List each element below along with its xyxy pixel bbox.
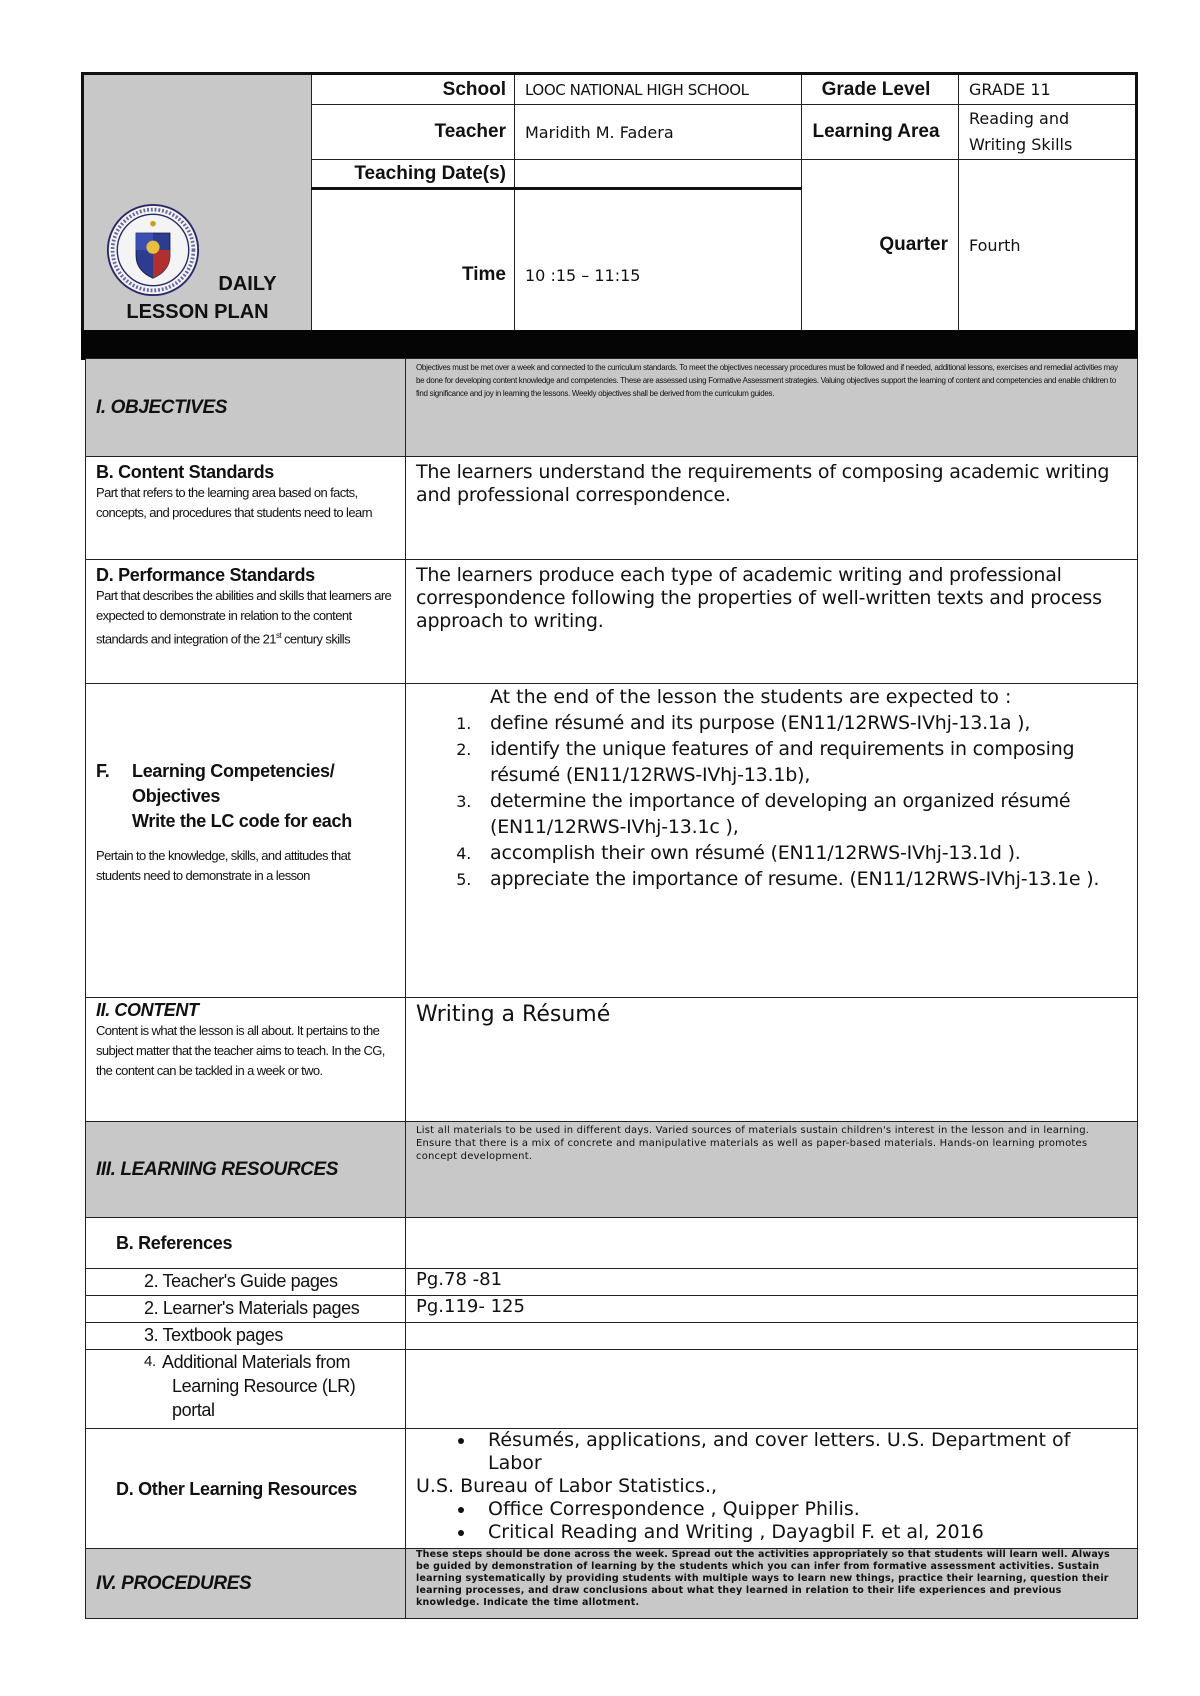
competency-item: 1. define résumé and its purpose (EN11/12RWS-IVhj-13.1a ), <box>476 710 1127 736</box>
content-row <box>86 998 1138 1122</box>
other-resources-title: D. Other Learning Resources <box>116 1478 357 1499</box>
competencies-prefix: F. <box>96 761 110 781</box>
competency-item: 4. accomplish their own résumé (EN11/12RWS-IVhj-13.1d ). <box>476 840 1127 866</box>
competencies-row <box>86 684 1138 998</box>
references-title: B. References <box>116 1233 233 1253</box>
content-standards-label-cell <box>86 457 406 560</box>
references-row <box>86 1218 1138 1269</box>
learning-area-line1: Reading and <box>969 109 1070 128</box>
competencies-list <box>416 710 1127 892</box>
procedures-label-cell <box>86 1549 406 1619</box>
additional-line3: portal <box>172 1400 215 1420</box>
procedures-note-cell <box>406 1549 1138 1619</box>
learning-area-line2: Writing Skills <box>969 135 1073 154</box>
textbook-label: 3. Textbook pages <box>144 1325 283 1345</box>
logo-cell <box>83 74 312 332</box>
content-value-cell <box>406 998 1138 1122</box>
other-resource-plain: U.S. Bureau of Labor Statistics., <box>416 1475 718 1497</box>
learners-materials-label: 2. Learner's Materials pages <box>144 1298 360 1318</box>
additional-materials-label-cell <box>86 1350 406 1429</box>
objectives-row <box>86 359 1138 457</box>
competencies-intro: At the end of the lesson the students are expected to : <box>490 686 1012 708</box>
competencies-label-cell <box>86 684 406 998</box>
performance-standards-row <box>86 560 1138 684</box>
additional-materials-num: 4. <box>144 1353 156 1370</box>
teacher-label: Teacher <box>312 105 515 160</box>
objectives-label-cell <box>86 359 406 457</box>
content-standards-title: B. Content Standards <box>96 462 275 482</box>
black-divider-bar <box>81 330 1138 360</box>
teaching-dates-label: Teaching Date(s) <box>312 160 515 189</box>
learning-area-value <box>959 105 1137 160</box>
additional-line2: Learning Resource (LR) <box>172 1376 356 1396</box>
performance-desc-sup: st <box>275 631 281 640</box>
competencies-desc: Pertain to the knowledge, skills, and attitudes that students need to demonstrate in a lesson <box>96 848 351 883</box>
learning-area-label: Learning Area <box>802 105 959 160</box>
learning-resources-row <box>86 1122 1138 1218</box>
content-label-cell <box>86 998 406 1122</box>
content-desc: Content is what the lesson is all about. It pertains to the subject matter that the teacher aims to teach. In the CG, the content can be tackled in a week or two. <box>96 1023 385 1078</box>
learning-resources-note-cell <box>406 1122 1138 1218</box>
performance-desc-main: Part that describes the abilities and skills that learners are expected to demonstrate in relation to the content standards and integration of the 21 <box>96 588 392 647</box>
teacher-value: Maridith M. Fadera <box>515 105 802 160</box>
teachers-guide-value-cell <box>406 1269 1138 1296</box>
teachers-guide-label-cell <box>86 1269 406 1296</box>
teachers-guide-value: Pg.78 -81 <box>416 1269 503 1290</box>
content-standards-value: The learners understand the requirements of composing academic writing and professional correspondence. <box>416 461 1110 506</box>
references-label-cell <box>86 1218 406 1269</box>
learning-resources-title: III. LEARNING RESOURCES <box>96 1158 339 1180</box>
textbook-label-cell <box>86 1323 406 1350</box>
content-standards-row <box>86 457 1138 560</box>
performance-standards-value-cell <box>406 560 1138 684</box>
time-label: Time <box>312 189 515 332</box>
learners-materials-value-cell <box>406 1296 1138 1323</box>
additional-line1: Additional Materials from <box>162 1352 351 1372</box>
competency-item: 3. determine the importance of developing an organized résumé (EN11/12RWS-IVhj-13.1c ), <box>476 788 1127 840</box>
performance-standards-title: D. Performance Standards <box>96 565 315 585</box>
time-value: 10 :15 – 11:15 <box>515 189 802 332</box>
daily-lesson-plan-title <box>84 270 311 326</box>
other-resource-item: • Office Correspondence , Quipper Philis. <box>476 1498 1127 1521</box>
objectives-note-cell <box>406 359 1138 457</box>
objectives-title: I. OBJECTIVES <box>96 396 228 418</box>
title-line1: DAILY <box>218 273 277 295</box>
content-standards-value-cell <box>406 457 1138 560</box>
teaching-dates-value <box>515 160 802 189</box>
competencies-title <box>96 759 395 834</box>
learning-resources-label-cell <box>86 1122 406 1218</box>
additional-materials-label <box>144 1350 405 1422</box>
grade-level-value: GRADE 11 <box>959 74 1137 105</box>
learners-materials-value: Pg.119- 125 <box>416 1296 525 1317</box>
procedures-title: IV. PROCEDURES <box>96 1572 252 1594</box>
additional-materials-value-cell <box>406 1350 1138 1429</box>
textbook-value-cell <box>406 1323 1138 1350</box>
competencies-title-line1: Learning Competencies/ <box>132 761 335 781</box>
competency-item: 5. appreciate the importance of resume. (EN11/12RWS-IVhj-13.1e ). <box>476 866 1127 892</box>
other-resources-label-cell <box>86 1429 406 1549</box>
performance-standards-value: The learners produce each type of academic writing and professional correspondence following the properties of well-written texts and process approach to writing. <box>416 564 1102 632</box>
teachers-guide-row <box>86 1269 1138 1296</box>
learning-resources-note: List all materials to be used in different days. Varied sources of materials sustain children's interest in the lesson and in learning. Ensure that there is a mix of concrete and manipulative materials as well as paper-based materials. Hands-on learning promotes concept development. <box>416 1125 1090 1162</box>
content-standards-desc: Part that refers to the learning area based on facts, concepts, and procedures that students need to learn <box>96 485 372 520</box>
content-value: Writing a Résumé <box>416 1002 611 1027</box>
other-resource-item: • Critical Reading and Writing , Dayagbil F. et al, 2016 <box>476 1521 1127 1544</box>
textbook-row <box>86 1323 1138 1350</box>
competencies-title-line3: Write the LC code for each <box>132 811 352 831</box>
references-value-cell <box>406 1218 1138 1269</box>
competency-item: 2. identify the unique features of and requirements in composing résumé (EN11/12RWS-IVhj-13.1b), <box>476 736 1127 788</box>
title-line2: LESSON PLAN <box>126 301 269 323</box>
grade-level-label: Grade Level <box>802 74 959 105</box>
competencies-value-cell <box>406 684 1138 998</box>
other-resource-item: • Résumés, applications, and cover letters. U.S. Department of Labor <box>476 1429 1127 1475</box>
objectives-note: Objectives must be met over a week and connected to the curriculum standards. To meet the objectives necessary procedures must be followed and if needed, additional lessons, exercises and remedial activities may be done for developing content knowledge and competencies. These are assessed using Formative Assessment strategies. Valuing objectives support the learning of content and competencies and enable children to find significance and joy in learning the lessons. Weekly objectives shall be derived from the curriculum guides. <box>416 363 1118 398</box>
procedures-note: These steps should be done across the week. Spread out the activities appropriately so that students will learn well. Always be guided by demonstration of learning by the students which you can infer from formative assessment activities. Sustain learning systematically by providing students with multiple ways to learn new things, practice their learning, question their learning processes, and draw conclusions about what they learned in relation to their life experiences and previous knowledge. Indicate the time allotment. <box>416 1549 1110 1608</box>
additional-materials-row <box>86 1350 1138 1429</box>
learners-materials-row <box>86 1296 1138 1323</box>
school-value: LOOC NATIONAL HIGH SCHOOL <box>515 74 802 105</box>
quarter-label: Quarter <box>802 160 959 332</box>
other-resources-list-2 <box>416 1498 1127 1544</box>
school-label: School <box>312 74 515 105</box>
header-table <box>81 72 1138 333</box>
competencies-title-line2: Objectives <box>132 786 221 806</box>
performance-standards-label-cell <box>86 560 406 684</box>
other-resources-row <box>86 1429 1138 1549</box>
performance-standards-desc <box>96 586 395 649</box>
other-resources-value-cell <box>406 1429 1138 1549</box>
procedures-row <box>86 1549 1138 1619</box>
learners-materials-label-cell <box>86 1296 406 1323</box>
performance-desc-end: century skills <box>280 631 350 647</box>
teachers-guide-label: 2. Teacher's Guide pages <box>144 1271 338 1291</box>
other-resources-list-1 <box>416 1429 1127 1475</box>
lesson-plan-table <box>85 358 1138 1619</box>
quarter-value: Fourth <box>959 160 1137 332</box>
content-title: II. CONTENT <box>96 1000 199 1020</box>
